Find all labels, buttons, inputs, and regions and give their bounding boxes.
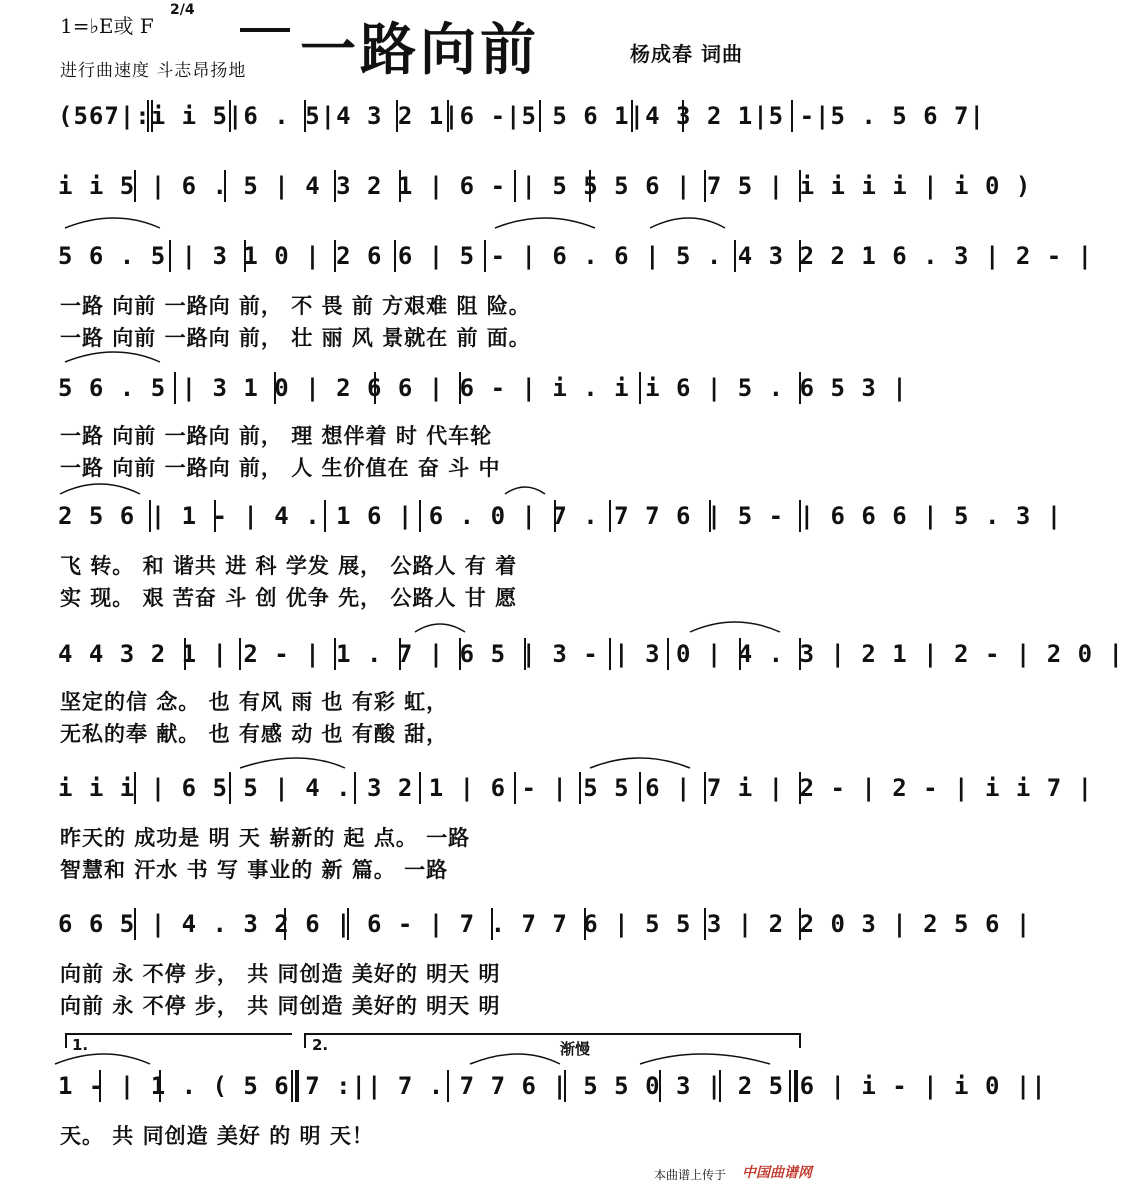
notation-system-1: (567|:i i 5|6 . 5|4 3 2 1|6 -|5 5 6 1|4 3 2 1|5 -|5 . 5 6 7|	[58, 102, 985, 130]
lyrics-system-6-verse-1: 坚定的信 念。 也 有风 雨 也 有彩 虹，	[60, 690, 449, 714]
volta-second-ending: 2.	[312, 1036, 329, 1054]
lyrics-system-3-verse-1: 一路 向前 一路向 前， 不 畏 前 方艰难 阻 险。	[60, 294, 531, 318]
site-logo: 中国曲谱网	[742, 1165, 812, 1181]
lyrics-system-9: 天。 共 同创造 美好 的 明 天！	[60, 1124, 374, 1148]
notation-system-5: 2 5 6 | 1 - | 4 . 1 6 | 6 . 0 | 7 . 7 7 6 | 5 - | 6 6 6 | 5 . 3 |	[58, 502, 1063, 530]
lyrics-system-6-verse-2: 无私的奉 献。 也 有感 动 也 有酸 甜，	[60, 722, 449, 746]
page-title: 一路向前	[300, 18, 540, 83]
notation-system-9: 1 - | 1 . ( 5 6 7 :|| 7 . 7 7 6 | 5 5 0 3 | 2 5 6 | i - | i 0 ||	[58, 1072, 1047, 1100]
notation-system-8: 6 6 5 | 4 . 3 2 6 | 6 - | 7 . 7 7 6 | 5 5 3 | 2 2 0 3 | 2 5 6 |	[58, 910, 1032, 938]
lyrics-system-7-verse-2: 智慧和 汗水 书 写 事业的 新 篇。 一路	[60, 858, 449, 882]
lyrics-system-5-verse-1: 飞 转。 和 谐共 进 科 学发 展， 公路人 有 着	[60, 554, 518, 578]
lyrics-system-8-verse-1: 向前 永 不停 步， 共 同创造 美好的 明天 明	[60, 962, 501, 986]
lyrics-system-3-verse-2: 一路 向前 一路向 前， 壮 丽 风 景就在 前 面。	[60, 326, 531, 350]
lyrics-system-7-verse-1: 昨天的 成功是 明 天 崭新的 起 点。 一路	[60, 826, 471, 850]
volta-first-ending: 1.	[72, 1036, 89, 1054]
notation-system-3: 5 6 . 5 | 3 1 0 | 2 6 6 | 5 - | 6 . 6 | 5 . 4 3 2 2 1 6 . 3 | 2 - |	[58, 242, 1094, 270]
authors: 杨成春 词曲	[630, 42, 743, 66]
tempo-marking: 进行曲速度 斗志昂扬地	[60, 61, 247, 81]
notation-system-2: i i 5 | 6 . 5 | 4 3 2 1 | 6 - | 5 5 5 6 | 7 5 | i i i i | i 0 )	[58, 172, 1032, 200]
notation-system-4: 5 6 . 5 | 3 1 0 | 2 6 6 | 6 - | i . i i 6 | 5 . 6 5 3 |	[58, 374, 908, 402]
lyrics-system-4-verse-1: 一路 向前 一路向 前， 理 想伴着 时 代车轮	[60, 424, 493, 448]
lyrics-system-8-verse-2: 向前 永 不停 步， 共 同创造 美好的 明天 明	[60, 994, 501, 1018]
notation-system-6: 4 4 3 2 1 | 2 - | 1 . 7 | 6 5 | 3 - | 3 0 | 4 . 3 | 2 1 | 2 - | 2 0 |	[58, 640, 1124, 668]
notation-system-7: i i i | 6 5 5 | 4 . 3 2 1 | 6 - | 5 5 6 | 7 i | 2 - | 2 - | i i 7 |	[58, 774, 1094, 802]
time-signature: 2/4	[170, 2, 195, 18]
ritardando-marking: 渐慢	[560, 1040, 591, 1058]
footer-text: 本曲谱上传于	[654, 1168, 727, 1182]
lyrics-system-4-verse-2: 一路 向前 一路向 前， 人 生价值在 奋 斗 中	[60, 456, 501, 480]
lyrics-system-5-verse-2: 实 现。 艰 苦奋 斗 创 优争 先， 公路人 甘 愿	[60, 586, 518, 610]
key-signature: 1=♭E或 F	[60, 14, 154, 38]
